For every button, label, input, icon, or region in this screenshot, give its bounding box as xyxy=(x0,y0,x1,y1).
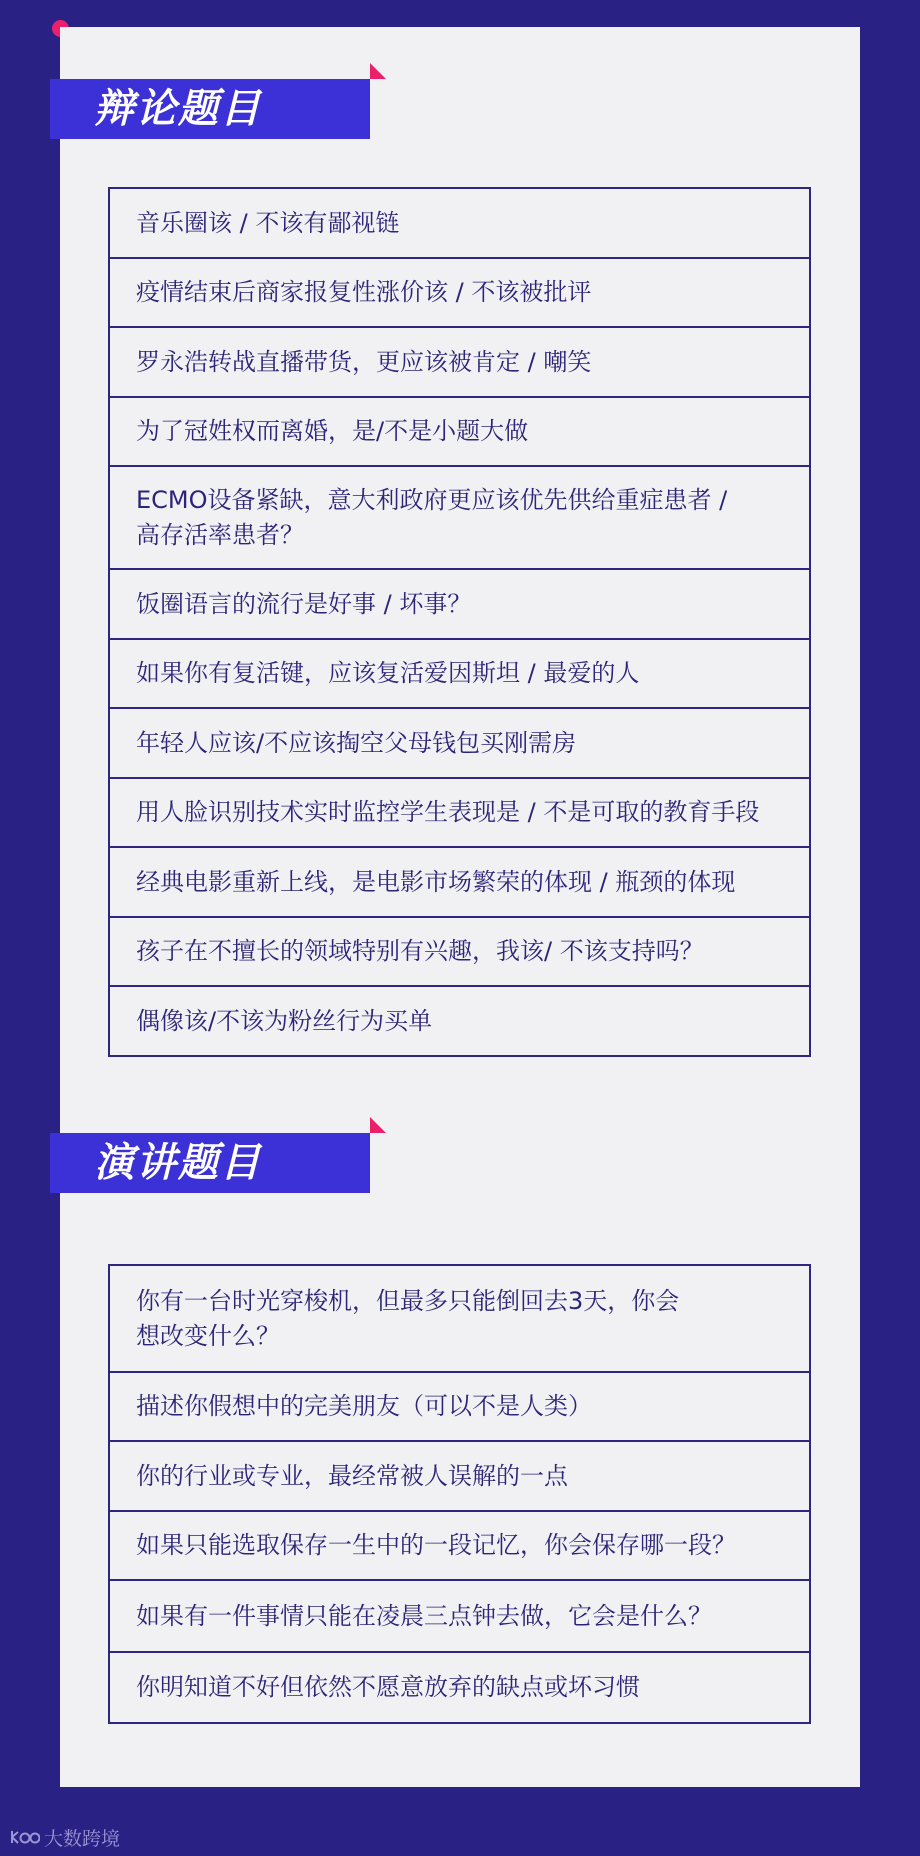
table-row: 如果有一件事情只能在凌晨三点钟去做，它会是什么？ xyxy=(110,1581,809,1653)
watermark xyxy=(10,1824,120,1850)
table-row: 经典电影重新上线，是电影市场繁荣的体现 / 瓶颈的体现 xyxy=(110,848,809,918)
table-row: 你有一台时光穿梭机，但最多只能倒回去3天，你会 想改变什么？ xyxy=(110,1266,809,1373)
table-row: 音乐圈该 / 不该有鄙视链 xyxy=(110,189,809,259)
table-row: 描述你假想中的完美朋友（可以不是人类） xyxy=(110,1373,809,1442)
table-row: 用人脸识别技术实时监控学生表现是 / 不是可取的教育手段 xyxy=(110,779,809,848)
debate-banner xyxy=(50,79,370,139)
banner-corner-triangle xyxy=(370,63,386,79)
table-row: 年轻人应该/不应该掏空父母钱包买刚需房 xyxy=(110,709,809,779)
table-row: 疫情结束后商家报复性涨价该 / 不该被批评 xyxy=(110,259,809,328)
banner-corner-triangle xyxy=(370,1117,386,1133)
table-row: 如果你有复活键，应该复活爱因斯坦 / 最爱的人 xyxy=(110,640,809,709)
table-row: 罗永浩转战直播带货，更应该被肯定 / 嘲笑 xyxy=(110,328,809,398)
watermark-text: 大数跨境 xyxy=(44,1827,121,1850)
table-row: 饭圈语言的流行是好事 / 坏事？ xyxy=(110,570,809,640)
table-row: 偶像该/不该为粉丝行为买单 xyxy=(136,1006,433,1035)
table-row: ECMO设备紧缺，意大利政府更应该优先供给重症患者 / 高存活率患者？ xyxy=(110,467,809,570)
speech-banner xyxy=(50,1133,370,1193)
table-row: 孩子在不擅长的领域特别有兴趣，我该/ 不该支持吗？ xyxy=(110,918,809,987)
table-row: 为了冠姓权而离婚，是/不是小题大做 xyxy=(110,398,809,467)
debate-topics-table xyxy=(108,187,811,1057)
speech-heading: 演讲题目 xyxy=(94,1140,262,1186)
speech-topics-table xyxy=(108,1264,811,1724)
table-row: 你的行业或专业，最经常被人误解的一点 xyxy=(110,1442,809,1512)
watermark-logo-icon xyxy=(10,1828,40,1846)
table-row: 你明知道不好但依然不愿意放弃的缺点或坏习惯 xyxy=(136,1673,640,1701)
debate-heading: 辩论题目 xyxy=(94,86,262,132)
table-row: 如果只能选取保存一生中的一段记忆，你会保存哪一段？ xyxy=(110,1512,809,1581)
